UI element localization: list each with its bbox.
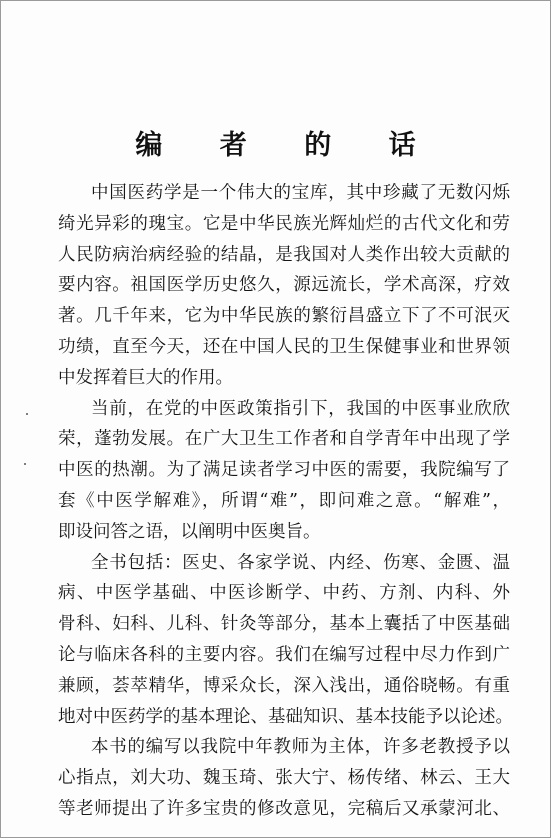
paragraph-1-line-3: 人民防病治病经验的结晶，是我国对人类作出较大贡献的	[58, 244, 510, 265]
paragraph-1-line-6: 功绩，直至今天，还在中国人民的卫生保健事业和世界领	[58, 336, 510, 357]
scan-speck	[26, 413, 28, 415]
paragraph-1-line-2: 绮光异彩的瑰宝。它是中华民族光辉灿烂的古代文化和劳	[58, 213, 510, 234]
paragraph-4-line-3: 等老师提出了许多宝贵的修改意见，完稿后又承蒙河北、	[58, 798, 510, 819]
paragraph-1-line-5: 著。几千年来，它为中华民族的繁衍昌盛立下了不可泯灭	[58, 306, 510, 327]
paragraph-3-line-5: 兼顾，荟萃精华，博采众长，深入浅出，通俗晓畅。有重	[58, 675, 510, 696]
paragraph-3-line-6: 地对中医药学的基本理论、基础知识、基本技能予以论述。	[58, 706, 513, 727]
page-title: 编 者 的 话	[135, 130, 440, 161]
paragraph-2-line-1: 当前，在党的中医政策指引下，我国的中医事业欣欣	[91, 398, 510, 419]
paragraph-3-line-3: 骨科、妇科、儿科、针灸等部分，基本上囊括了中医基础	[58, 614, 510, 635]
paragraph-1-line-4: 要内容。祖国医学历史悠久，源远流长，学术高深，疗效	[58, 275, 510, 296]
paragraph-2-line-2: 荣，蓬勃发展。在广大卫生工作者和自学青年中出现了学	[58, 429, 510, 450]
paragraph-2-line-5: 即设问答之语，以阐明中医奥旨。	[58, 521, 321, 542]
paragraph-2-line-4: 套《中医学解难》，所谓“难”，即问难之意。“解难”，	[58, 490, 510, 511]
paragraph-3-line-1: 全书包括：医史、各家学说、内经、伤寒、金匮、温	[91, 552, 510, 573]
paragraph-4-line-2: 心指点，刘大功、魏玉琦、张大宁、杨传绪、林云、王大	[58, 768, 510, 789]
scan-speck	[24, 463, 26, 465]
paragraph-2-line-3: 中医的热潮。为了满足读者学习中医的需要，我院编写了	[58, 460, 510, 481]
paragraph-4-line-1: 本书的编写以我院中年教师为主体，许多老教授予以	[91, 737, 510, 758]
body-text	[58, 178, 513, 825]
paragraph-3-line-4: 论与临床各科的主要内容。我们在编写过程中尽力作到广	[58, 644, 510, 665]
paragraph-1-line-1: 中国医药学是一个伟大的宝库，其中珍藏了无数闪烁	[91, 183, 510, 203]
paragraph-1-line-7: 中发挥着巨大的作用。	[58, 367, 233, 388]
paragraph-3-line-2: 病、中医学基础、中医诊断学、中药、方剂、内科、外	[58, 583, 510, 604]
